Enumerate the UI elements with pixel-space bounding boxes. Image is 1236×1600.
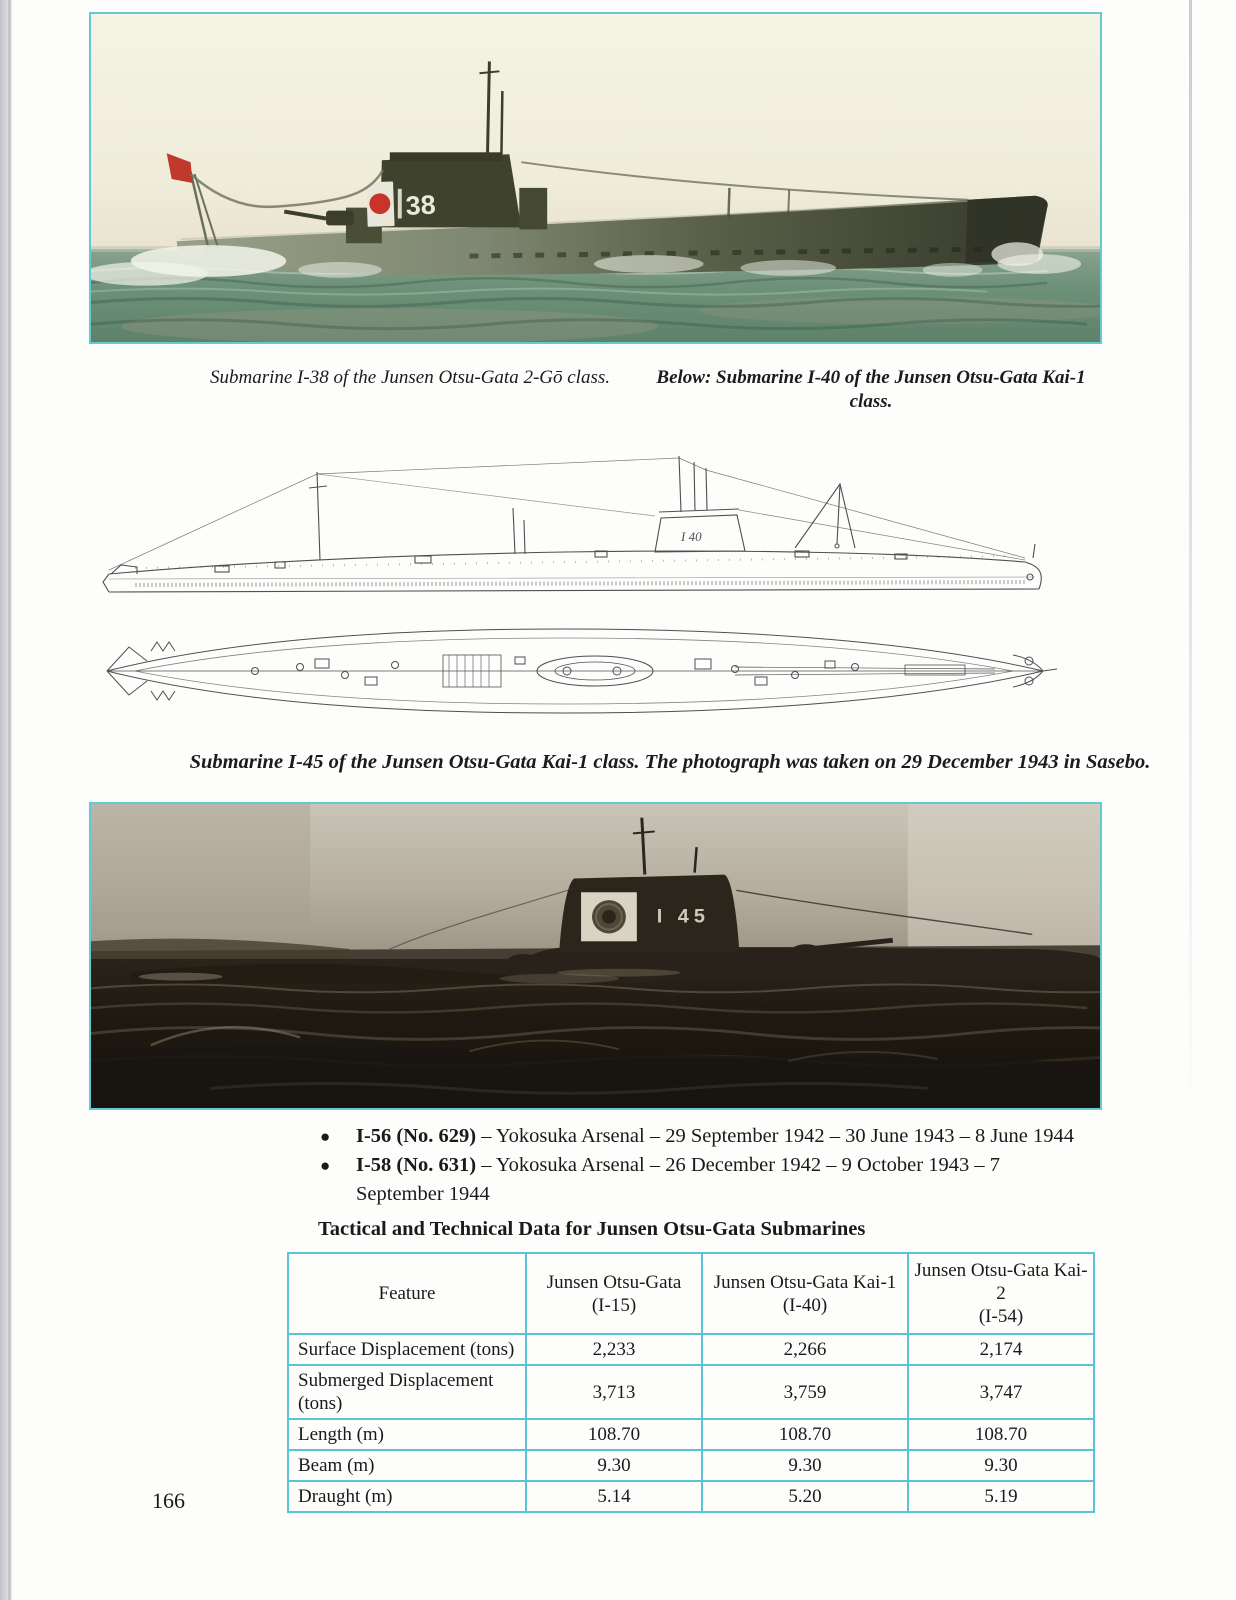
bullet-icon: ●: [320, 1156, 331, 1175]
row-value: 9.30: [702, 1450, 908, 1481]
table-row: [288, 1419, 1094, 1450]
row-value: 2,233: [526, 1334, 702, 1365]
table-row: [288, 1481, 1094, 1512]
table-row: [288, 1450, 1094, 1481]
header-otsu-gata-kai2: Junsen Otsu-Gata Kai-2 (I-54): [908, 1253, 1094, 1334]
row-value: 5.20: [702, 1481, 908, 1512]
row-value: 108.70: [702, 1419, 908, 1450]
header-feature: Feature: [288, 1253, 526, 1334]
row-feature: Length (m): [288, 1419, 526, 1450]
line-drawing-i40: [95, 448, 1060, 728]
header-otsu-gata: Junsen Otsu-Gata (I-15): [526, 1253, 702, 1334]
bullet-icon: ●: [320, 1127, 331, 1146]
row-value: 108.70: [908, 1419, 1094, 1450]
row-value: 5.14: [526, 1481, 702, 1512]
bullet-detail: – Yokosuka Arsenal – 29 September 1942 – 30 June 1943 – 8 June 1944: [476, 1125, 1075, 1147]
construction-list: [318, 1122, 1082, 1209]
table-header-row: [288, 1253, 1094, 1334]
row-feature: Surface Displacement (tons): [288, 1334, 526, 1365]
list-item: [318, 1151, 1082, 1209]
photo-submarine-i45: [89, 802, 1102, 1110]
row-feature: Submerged Displacement (tons): [288, 1365, 526, 1419]
caption-photo-i45: Submarine I-45 of the Junsen Otsu-Gata Kai-1 class. The photograph was taken on 29 December 1943 in Sasebo.: [189, 751, 1151, 773]
row-feature: Beam (m): [288, 1450, 526, 1481]
row-value: 5.19: [908, 1481, 1094, 1512]
table-row: [288, 1334, 1094, 1365]
drawing-side-profile: [95, 448, 1060, 623]
scan-left-edge: [0, 0, 14, 1600]
row-value: 9.30: [908, 1450, 1094, 1481]
photo2-hull-number: I 45: [656, 905, 710, 928]
tactical-data-table: [287, 1252, 1095, 1513]
drawing-plan-view: [95, 617, 1060, 725]
table-title: Tactical and Technical Data for Junsen Otsu-Gata Submarines: [318, 1218, 866, 1240]
scan-right-edge-line: [1189, 0, 1192, 1120]
row-value: 2,266: [702, 1334, 908, 1365]
row-feature: Draught (m): [288, 1481, 526, 1512]
scan-left-edge-line: [8, 0, 11, 1600]
drawing-hull-number: I 40: [681, 529, 702, 544]
table-row: [288, 1365, 1094, 1419]
caption-photo-i40-below: Below: Submarine I-40 of the Junsen Otsu-Gata Kai-1 class.: [656, 367, 1086, 412]
bullet-detail: – Yokosuka Arsenal – 26 December 1942 – 9 October 1943 – 7 September 1944: [356, 1154, 1000, 1205]
row-value: 3,713: [526, 1365, 702, 1419]
bullet-boat-name: I-58 (No. 631): [356, 1154, 477, 1176]
row-value: 3,747: [908, 1365, 1094, 1419]
bullet-boat-name: I-56 (No. 629): [356, 1125, 477, 1147]
row-value: 2,174: [908, 1334, 1094, 1365]
list-item: [318, 1122, 1082, 1151]
header-otsu-gata-kai1: Junsen Otsu-Gata Kai-1 (I-40): [702, 1253, 908, 1334]
row-value: 108.70: [526, 1419, 702, 1450]
photo-i38-graphic: [91, 14, 1100, 342]
page-number: 166: [152, 1488, 185, 1513]
row-value: 3,759: [702, 1365, 908, 1419]
caption-photo-i38: Submarine I-38 of the Junsen Otsu-Gata 2-Gō class.: [209, 367, 610, 388]
photo1-hull-number: 38: [404, 189, 437, 221]
row-value: 9.30: [526, 1450, 702, 1481]
photo-submarine-i38: [89, 12, 1102, 344]
photo-i45-graphic: [91, 804, 1100, 1108]
